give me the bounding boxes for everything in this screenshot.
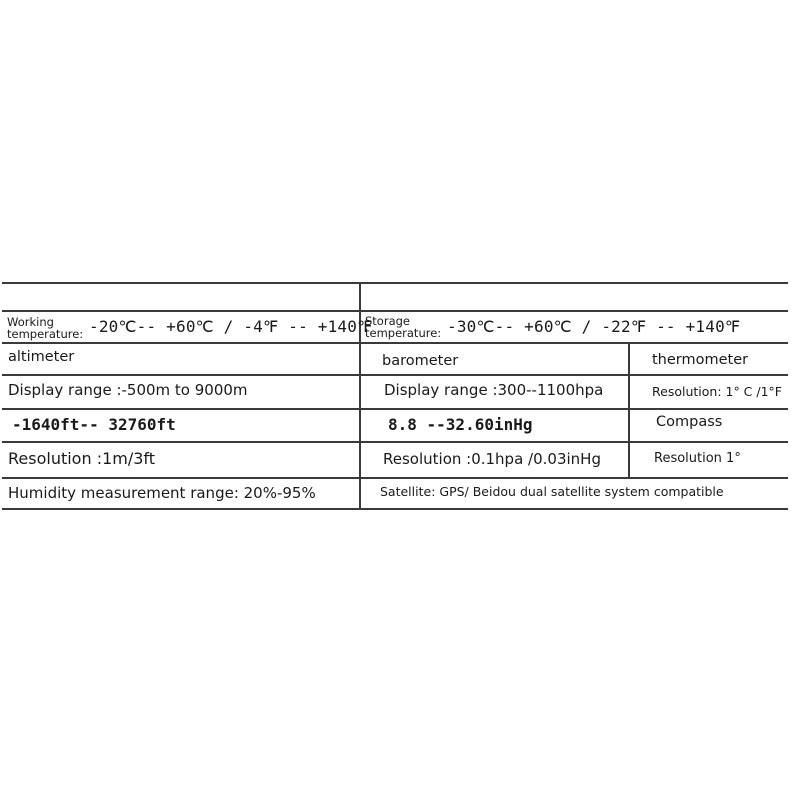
- table-bottom-border: [2, 508, 788, 510]
- row-divider-3: [2, 374, 788, 376]
- barometer-resolution: Resolution :0.1hpa /0.03inHg: [383, 450, 601, 468]
- thermometer-header: thermometer: [652, 352, 749, 368]
- compass-header: Compass: [656, 414, 723, 430]
- thermometer-resolution: Resolution: 1° C /1°F: [652, 384, 782, 399]
- row-divider-2: [2, 342, 788, 344]
- working-temperature-label: Working temperature:: [7, 315, 84, 342]
- storage-temperature-value: -30℃-- +60℃ / -22℉ -- +140℉: [447, 317, 741, 336]
- satellite-compatibility: Satellite: GPS/ Beidou dual satellite system compatible: [380, 484, 724, 499]
- row-divider-1: [2, 310, 788, 312]
- storage-temperature-label: Storage temperature:: [365, 314, 442, 341]
- table-top-border: [2, 282, 788, 284]
- working-temperature-value: -20℃-- +60℃ / -4℉ -- +140℉: [89, 317, 373, 336]
- column-divider-right: [628, 342, 630, 477]
- barometer-inhg-range: 8.8 --32.60inHg: [388, 415, 533, 434]
- altimeter-resolution: Resolution :1m/3ft: [8, 449, 156, 468]
- barometer-display-range: Display range :300--1100hpa: [384, 381, 604, 399]
- barometer-header: barometer: [382, 353, 459, 369]
- altimeter-display-range: Display range :-500m to 9000m: [8, 381, 248, 399]
- row-divider-4: [2, 408, 788, 410]
- row-divider-5: [2, 441, 788, 443]
- altimeter-header: altimeter: [8, 349, 75, 365]
- row-divider-6: [2, 477, 788, 479]
- compass-resolution: Resolution 1°: [654, 451, 741, 466]
- humidity-range: Humidity measurement range: 20%-95%: [8, 484, 316, 502]
- altimeter-feet-range: -1640ft-- 32760ft: [12, 415, 176, 434]
